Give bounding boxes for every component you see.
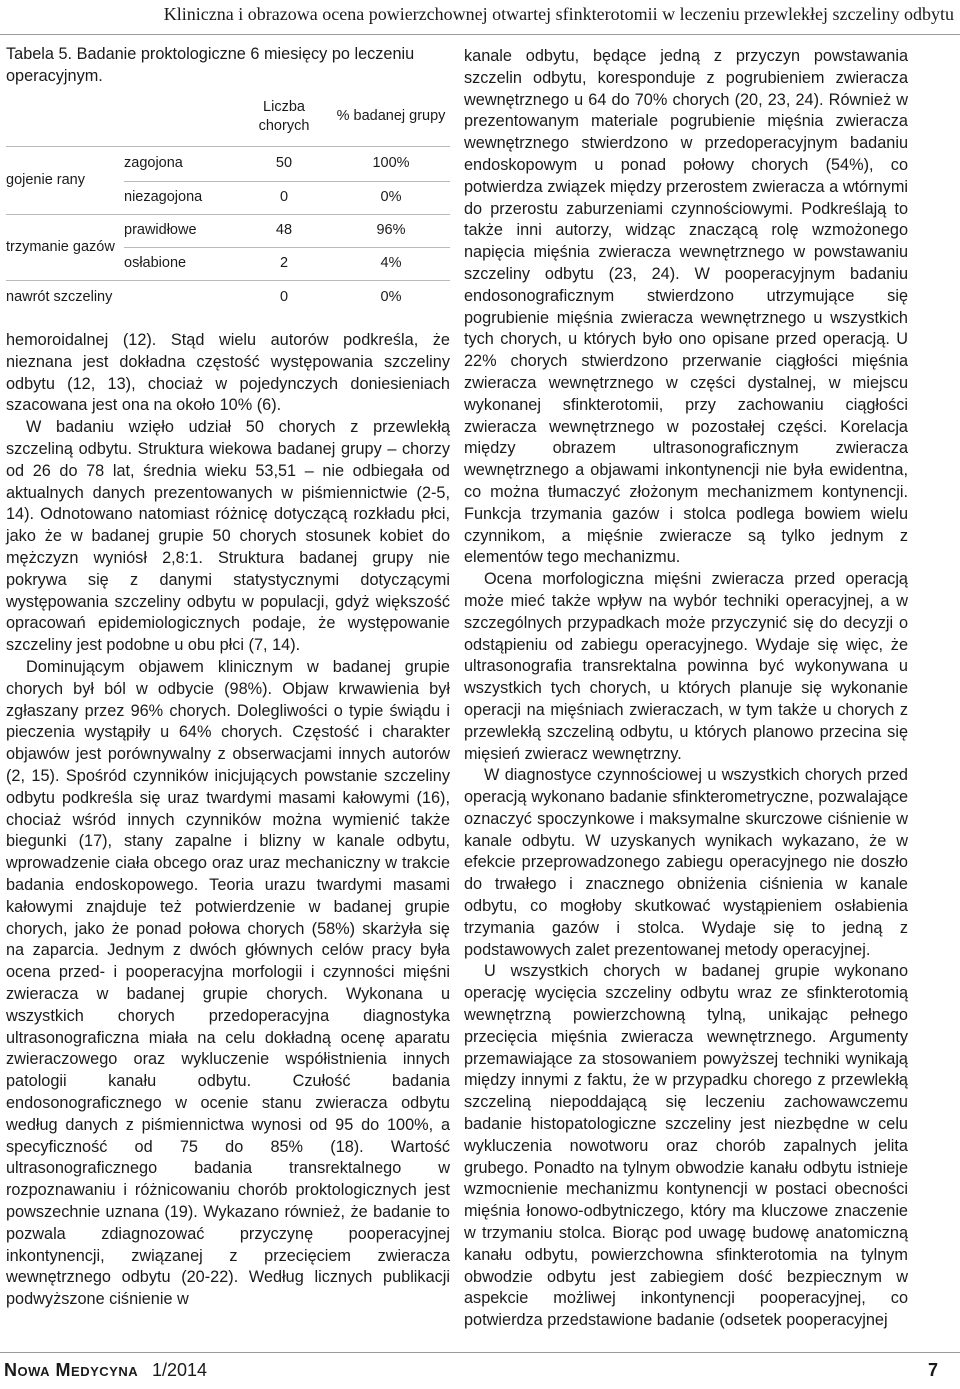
running-header: Kliniczna i obrazowa ocena powierzchownej otwartej sfinkterotomii w leczeniu przewlekłej szczeliny odbytu [163, 4, 954, 24]
right-column [464, 46, 908, 1332]
row-label: niezagojona [124, 188, 203, 205]
row-count: 0 [279, 289, 289, 306]
row-label: osłabione [124, 254, 187, 271]
row-count: 2 [279, 254, 289, 271]
row-label: zagojona [124, 154, 183, 171]
table-row [6, 146, 450, 181]
row-label: nawrót szczeliny [6, 289, 113, 306]
results-table [6, 88, 450, 317]
row-percent: 4% [380, 254, 402, 271]
footer-rule [0, 1352, 960, 1353]
journal-name: Nowa Medycyna [4, 1360, 139, 1380]
table-header-row [6, 88, 450, 147]
table-row [6, 280, 450, 316]
right-paragraph-3: W diagnostyce czynnościowej u wszystkich chorych przed operacją wykonano badanie sfinkterometryczne, pozwalające oznaczyć spoczynkowe i maksymalne skurczowe ciśnienie w kanale odbytu. W uzyskanych wynikach wykazano, że w efekcie przeprowadzonego zabiegu operacyjnego nie doszło do trwałego i znacznego obniżenia ciśnienia w kanale odbytu, co mogłoby skutkować wystąpieniem osłabienia trzymania gazów i stolca. Wydaje się to jedną z podstawowych zalet prezentowanej metody operacyjnej. [464, 766, 908, 959]
table-caption: Tabela 5. Badanie proktologiczne 6 miesięcy po leczeniu operacyjnym. [6, 45, 415, 85]
group-label-gas: trzymanie gazów [6, 239, 115, 256]
table-row [6, 214, 450, 247]
row-percent: 100% [372, 154, 410, 171]
right-paragraph-2: Ocena morfologiczna mięśni zwieracza przed operacją może mieć także wpływ na wybór techniki operacyjnej, a w szczególnych przypadkach może przyczynić się do decyzji o odstąpieniu od zabiegu operacyjnego. Wydaje się więc, że ultrasonografia transrektalna powinna być wykonywana u wszystkich tych chorych, u których planuje się wykonanie operacji na mięśniach zwieraczach, w tym także u chorych z przewlekłą szczeliną odbytu, u których planowo przecina się mięsień zwieracz wewnętrzny. [464, 570, 908, 763]
left-paragraph-2: W badaniu wzięło udział 50 chorych z przewlekłą szczeliną odbytu. Struktura wiekowa badanej grupy – chorzy od 26 do 78 lat, średnia wieku 53,51 – nie odbiegała od aktualnych danych prezentowanych w piśmiennictwie (2-5, 14). Odnotowano natomiast różnicę dotyczącą rozkładu płci, jako że w badanej grupie 50 chorych stosunek kobiet do mężczyzn wyniósł 2,8:1. Struktura badanej grupy nie pokrywa się z danymi statystycznymi dotyczącymi występowania szczeliny odbytu w populacji, gdyż większość opracowań epidemiologicznych podaje, że występowanie szczeliny jest podobne u obu płci (7, 14). [6, 418, 450, 655]
group-label-wound: gojenie rany [6, 172, 85, 189]
col-header-percent: % badanej grupy [336, 108, 446, 125]
row-percent: 0% [380, 289, 402, 306]
row-count: 48 [275, 221, 293, 238]
row-count: 50 [275, 154, 293, 171]
issue-number: 1/2014 [152, 1360, 208, 1380]
left-column [6, 44, 450, 1311]
right-paragraph-1: kanale odbytu, będące jedną z przyczyn powstawania szczelin odbytu, koresponduje z pogrubieniem zwieracza wewnętrznego u 64 do 70% chorych (20, 23, 24). Również w prezentowanym materiale pogrubienie mięśnia zwieracza wewnętrznego stwierdzono w przedoperacyjnym badaniu endoskopowym u ponad połowy chorych (54%), co potwierdza związek między przerostem zwieracza a wtórnymi do przerostu zaburzeniami czynnościowymi. Podkreślają to także inni autorzy, widząc znaczącą rolę wzmożonego napięcia mięśnia zwieracza wewnętrznego w powstawaniu szczeliny odbytu (23, 24). W pooperacyjnym badaniu endosonograficznym stwierdzono utrzymujące się pogrubienie mięśnia zwieracza wewnętrznego u wszystkich tych chorych, u których było ono opisane przed operacją. U 22% chorych stwierdzono przerwanie ciągłości mięśnia zwieracza wewnętrznego w części dystalnej, w miejscu wykonanej sfinkterotomii, przy zachowaniu ciągłości zwieracza wewnętrznego w pozostałej części. Korelacja między obrazem ultrasonograficznym zwieracza wewnętrznego a objawami inkontynencji nie była ewidentna, co można tłumaczyć złożonym mechanizmem kontynencji. Funkcja trzymania gazów i stolca podlega bowiem wielu czynnikom, a mięśnie zwieracze są tylko jednym z elementów tego mechanizmu. [464, 47, 908, 567]
left-paragraph-3: Dominującym objawem klinicznym w badanej grupie chorych był ból w odbycie (98%). Objaw krwawienia był zgłaszany przez 96% chorych. Dolegliwości o typie świądu i pieczenia wystąpiły u 64% chorych. Częstość i charakter objawów jest porównywalny z obserwacjami innych autorów (2, 15). Spośród czynników inicjujących powstanie szczeliny odbytu podkreśla się uraz twardymi masami kałowymi (16), chociaż wśród innych czynników można wymienić także biegunki (17), stany zapalne i blizny w kanale odbytu, wprowadzenie ciała obcego oraz uraz mechaniczny w trakcie badania endoskopowego. Teoria urazu twardymi masami kałowymi znajduje też potwierdzenie w badanej grupie chorych, jako że ponad połowa chorych (58%) skarżyła się na zaparcia. Jednym z dwóch głównych celów pracy była ocena przed- i pooperacyjna morfologii i czynności mięśni zwieracza w badanej grupie chorych. Wykonana u wszystkich chorych przedoperacyjna diagnostyka ultrasonograficzna miała na celu dokładną ocenę aparatu zwieraczowego oraz wykluczenie współistnienia innych patologii kanału odbytu. Czułość badania endosonograficznego w ocenie stanu zwieracza odbytu według danych z piśmiennictwa wynosi od 95 do 100%, a specyficzność od 75 do 85% (18). Wartość ultrasonograficznego badania transrektalnego w rozpoznawaniu i różnicowaniu chorób proktologicznych jest powszechnie uznana (19). Wykazano również, że badanie to pozwala zdiagnozować przyczynę pooperacyjnej inkontynencji, związanej z przecięciem zwieracza wewnętrznego odbytu (20-22). Według licznych publikacji podwyższone ciśnienie w [6, 658, 450, 1309]
row-percent: 0% [380, 188, 402, 205]
right-paragraph-4: U wszystkich chorych w badanej grupie wykonano operację wycięcia szczeliny odbytu wraz ze sfinkterotomią wewnętrzną powierzchowną tylną, unikając pełnego przecięcia mięśnia zwieracza wewnętrznego. Argumenty przemawiające za stosowaniem powyższej techniki wynikają między innymi z faktu, że w przypadku chorego z przewlekłą szczeliną niepoddającą się leczeniu zachowawczemu badanie histopatologiczne szczeliny jest niezbędne w celu wykluczenia nowotworu oraz chorób zapalnych jelita grubego. Ponadto na tylnym obwodzie kanału odbytu istnieje wzmocnienie mechanizmu kontynencji w postaci obecności mięśnia łonowo-odbytniczego, który ma kluczowe znaczenie w trzymaniu stolca. Biorąc pod uwagę budowę anatomiczną kanału odbytu, powierzchowna sfinkterotomia na tylnym obwodzie odbytu jest zabiegiem dość bezpiecznym w aspekcie możliwej inkontynencji pooperacyjnej, co potwierdza przedstawione badanie (odsetek pooperacyjnej [464, 962, 908, 1330]
row-label: prawidłowe [124, 221, 197, 238]
page-number: 7 [927, 1360, 938, 1380]
col-header-count: Liczba chorych [258, 98, 310, 134]
row-percent: 96% [376, 221, 406, 238]
left-paragraph-1: hemoroidalnej (12). Stąd wielu autorów podkreśla, że nieznana jest dokładna częstość występowania szczeliny odbytu (12, 13), chociaż w pojedynczych doniesieniach szacowana jest ona na około 10% (6). [6, 331, 450, 415]
header-rule [0, 34, 960, 35]
row-count: 0 [279, 188, 289, 205]
